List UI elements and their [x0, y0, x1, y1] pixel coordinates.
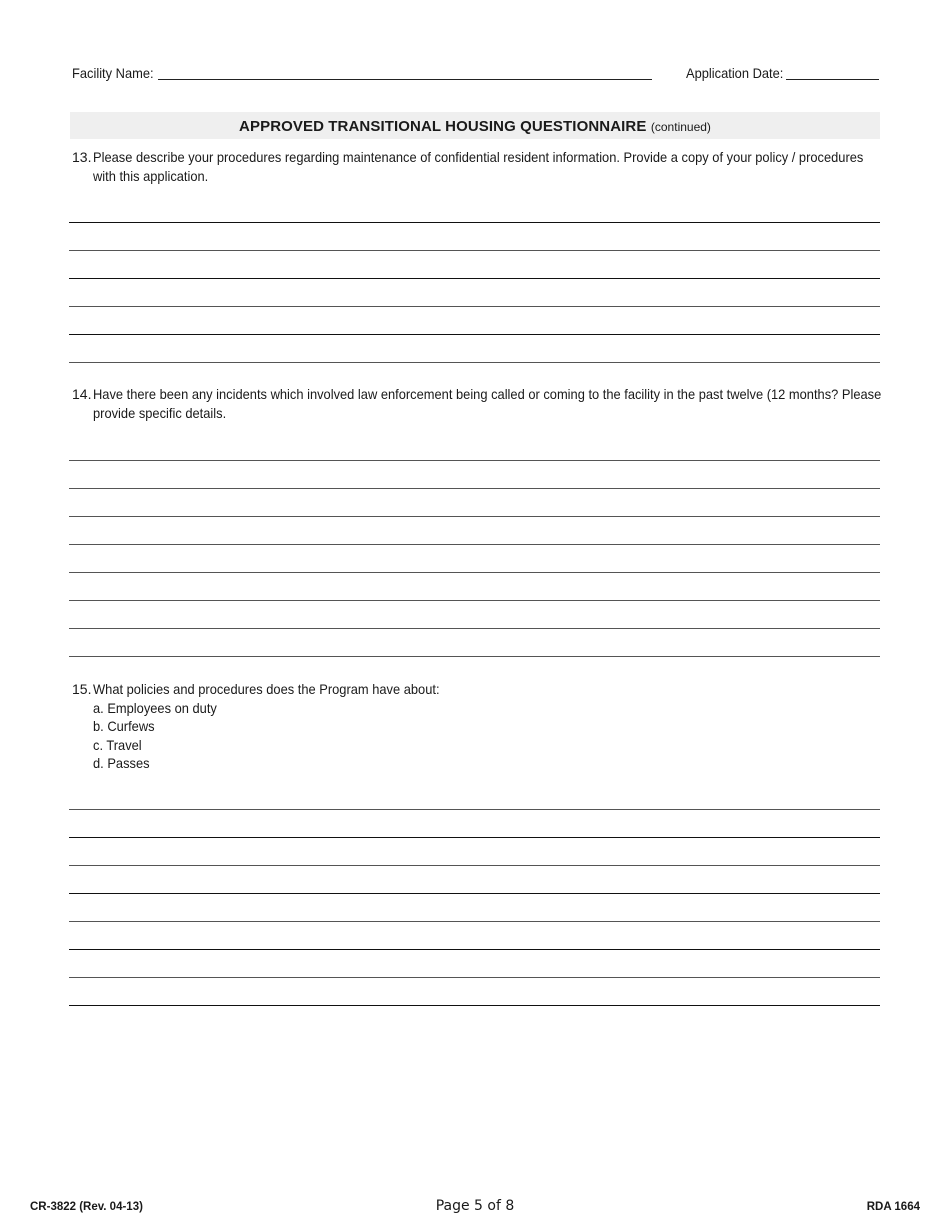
question-13-answer-area[interactable] — [69, 200, 880, 365]
page-subtitle: (continued) — [650, 120, 711, 134]
question-13 — [72, 148, 882, 185]
form-id: CR-3822 (Rev. 04-13) — [30, 1201, 143, 1213]
answer-line — [69, 809, 880, 810]
answer-line — [69, 949, 880, 950]
answer-line — [69, 865, 880, 866]
question-15-item-a: a. Employees on duty — [93, 699, 217, 716]
question-13-text: Please describe your procedures regarding maintenance of confidential resident information. Provide a copy of your policy / procedures with this application. — [93, 149, 864, 184]
question-15-item-d: d. Passes — [93, 755, 150, 771]
answer-line — [69, 362, 880, 363]
answer-line — [69, 893, 880, 894]
application-date-field[interactable] — [786, 79, 879, 80]
page-title: APPROVED TRANSITIONAL HOUSING QUESTIONNAIRE — [239, 118, 647, 135]
question-14-number: 14. — [72, 386, 92, 402]
question-15 — [72, 680, 882, 773]
question-13-number: 13. — [72, 149, 92, 165]
question-14 — [72, 385, 882, 422]
answer-line — [69, 460, 880, 461]
answer-line — [69, 306, 880, 307]
facility-name-field[interactable] — [158, 79, 652, 80]
question-15-number: 15. — [72, 681, 92, 697]
questionnaire-title-band — [70, 112, 880, 139]
answer-line — [69, 837, 880, 838]
facility-name-label: Facility Name: — [72, 65, 154, 81]
application-date-label: Application Date: — [686, 65, 784, 81]
form-code: RDA 1664 — [866, 1201, 920, 1213]
question-15-text: What policies and procedures does the Program have about: — [93, 681, 440, 697]
question-14-text: Have there been any incidents which involved law enforcement being called or coming to the facility in the past twelve (12 months? Please provide specific details. — [93, 386, 882, 421]
answer-line — [69, 628, 880, 629]
answer-line — [69, 278, 880, 279]
page-number: Page 5 of 8 — [435, 1198, 515, 1214]
answer-line — [69, 600, 880, 601]
answer-line — [69, 488, 880, 489]
answer-line — [69, 516, 880, 517]
answer-line — [69, 656, 880, 657]
question-14-answer-area[interactable] — [69, 440, 880, 660]
answer-line — [69, 572, 880, 573]
answer-line — [69, 977, 880, 978]
answer-line — [69, 1005, 880, 1006]
answer-line — [69, 544, 880, 545]
answer-line — [69, 222, 880, 223]
answer-line — [69, 921, 880, 922]
question-15-item-c: c. Travel — [93, 736, 142, 753]
answer-line — [69, 334, 880, 335]
answer-line — [69, 250, 880, 251]
question-15-item-b: b. Curfews — [93, 718, 155, 734]
